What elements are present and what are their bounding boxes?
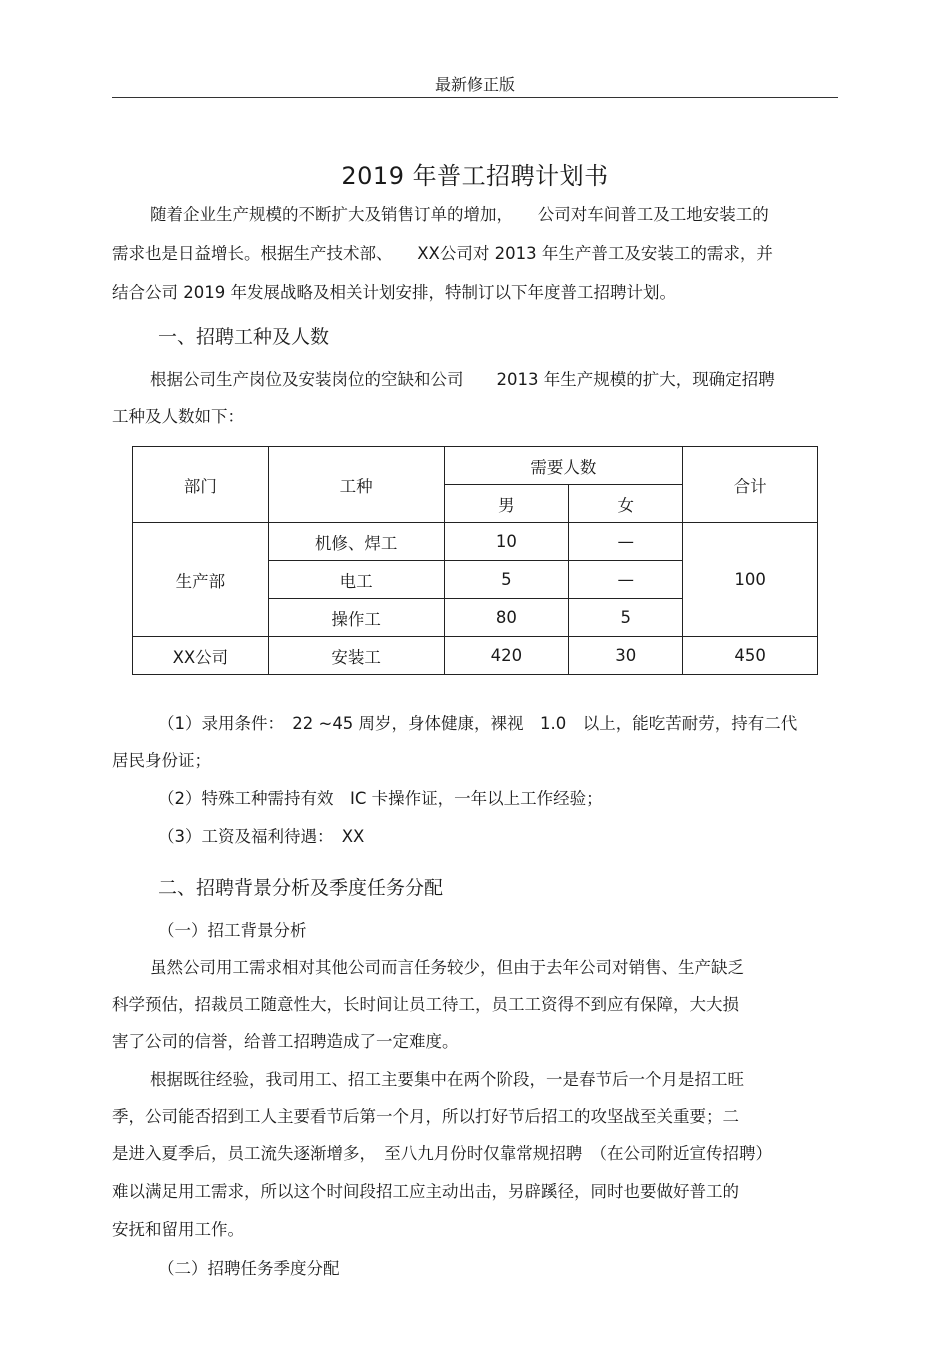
section2-para1-line: 科学预估，招裁员工随意性大，长时间让员工待工，员工工资得不到应有保障，大大损 xyxy=(112,995,739,1014)
intro-line: 结合公司 2019 年发展战略及相关计划安排，特制订以下年度普工招聘计划。 xyxy=(112,283,676,302)
section-heading-1: 一、招聘工种及人数 xyxy=(158,326,330,348)
section2-para2-line: 根据既往经验，我司用工、招工主要集中在两个阶段，一是春节后一个月是招工旺 xyxy=(150,1070,744,1089)
header-male: 男 xyxy=(444,485,569,523)
cell-female: 5 xyxy=(569,599,683,637)
section1-para-line: 工种及人数如下： xyxy=(112,407,244,426)
intro-line: 随着企业生产规模的不断扩大及销售订单的增加， 公司对车间普工及工地安装工的 xyxy=(150,205,769,224)
cell-job: 操作工 xyxy=(268,599,444,637)
condition-line: （3）工资及福利待遇： XX xyxy=(158,827,365,846)
header-need: 需要人数 xyxy=(444,447,683,485)
running-header: 最新修正版 xyxy=(434,75,515,94)
section2-para1-line: 害了公司的信誉，给普工招聘造成了一定难度。 xyxy=(112,1032,459,1051)
section1-para-line: 根据公司生产岗位及安装岗位的空缺和公司 2013 年生产规模的扩大，现确定招聘 xyxy=(150,370,775,389)
condition-line: （1）录用条件： 22 ~45 周岁，身体健康，裸视 1.0 以上，能吃苦耐劳，持有二代 xyxy=(158,714,798,733)
header-dept: 部门 xyxy=(133,447,269,523)
cell-female: — xyxy=(569,561,683,599)
cell-male: 10 xyxy=(444,523,569,561)
cell-female: — xyxy=(569,523,683,561)
cell-total: 100 xyxy=(683,523,818,637)
cell-dept: 生产部 xyxy=(133,523,269,637)
recruitment-table xyxy=(132,446,818,675)
section2-para2-line: 是进入夏季后，员工流失逐渐增多， 至八九月份时仅靠常规招聘 （在公司附近宣传招聘） xyxy=(112,1144,772,1163)
condition-line: （2）特殊工种需持有效 IC 卡操作证，一年以上工作经验； xyxy=(158,789,603,808)
cell-total: 450 xyxy=(683,637,818,675)
cell-dept: XX公司 xyxy=(133,637,269,675)
table-row xyxy=(133,637,818,675)
section2-para2-line: 季，公司能否招到工人主要看节后第一个月，所以打好节后招工的攻坚战至关重要；二 xyxy=(112,1107,739,1126)
cell-male: 420 xyxy=(444,637,569,675)
section-heading-2: 二、招聘背景分析及季度任务分配 xyxy=(158,877,444,899)
cell-job: 安装工 xyxy=(268,637,444,675)
cell-job: 机修、焊工 xyxy=(268,523,444,561)
cell-job: 电工 xyxy=(268,561,444,599)
condition-line: 居民身份证； xyxy=(112,751,211,770)
section2-para2-line: 难以满足用工需求，所以这个时间段招工应主动出击，另辟蹊径，同时也要做好普工的 xyxy=(112,1182,739,1201)
header-female: 女 xyxy=(569,485,683,523)
section2-para1-line: 虽然公司用工需求相对其他公司而言任务较少，但由于去年公司对销售、生产缺乏 xyxy=(150,958,744,977)
table-row xyxy=(133,523,818,561)
cell-male: 80 xyxy=(444,599,569,637)
intro-line: 需求也是日益增长。根据生产技术部、 XX公司对 2013 年生产普工及安装工的需求，并 xyxy=(112,244,773,263)
header-total: 合计 xyxy=(683,447,818,523)
header-job: 工种 xyxy=(268,447,444,523)
cell-male: 5 xyxy=(444,561,569,599)
subheading-1: （一）招工背景分析 xyxy=(158,921,307,940)
header-divider xyxy=(112,97,838,98)
document-title: 2019 年普工招聘计划书 xyxy=(341,162,609,190)
cell-female: 30 xyxy=(569,637,683,675)
subheading-2: （二）招聘任务季度分配 xyxy=(158,1259,340,1278)
section2-para2-line: 安抚和留用工作。 xyxy=(112,1220,244,1239)
